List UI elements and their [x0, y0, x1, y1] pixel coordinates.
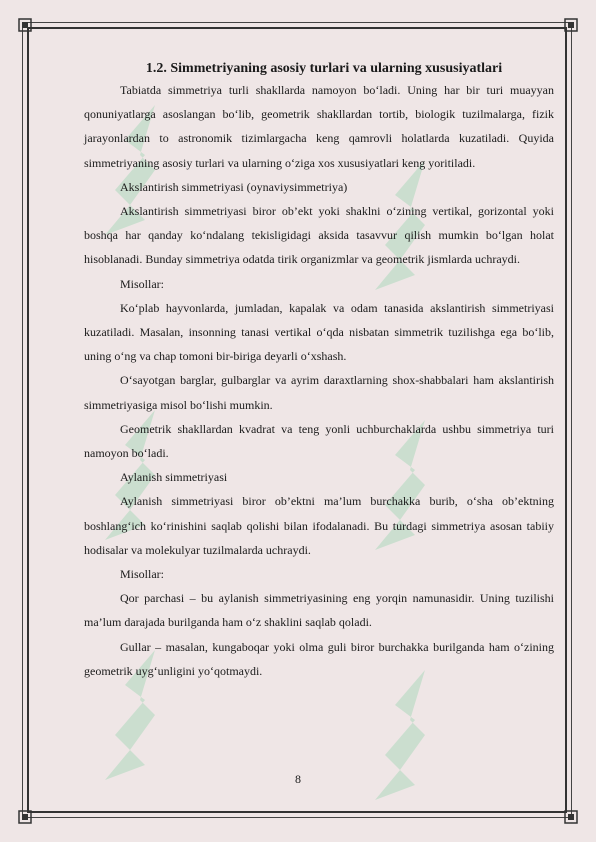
subsection-heading: Akslantirish simmetriyasi (oynaviysimmetriya) — [120, 179, 348, 194]
subsection-heading: Aylanish simmetriyasi — [120, 470, 228, 485]
page-number: 8 — [295, 772, 301, 786]
document-body — [84, 60, 554, 683]
paragraph: Akslantirish simmetriyasi biror ob’ekt yoki shaklni o‘zining vertikal, gorizontal yoki boshqa har qanday ko‘ndalang tekisligidagi aksida tasavvur qilish mumkin bo‘lgan holat hisoblanadi. Bunday simmetriya odatda tirik organizmlar va geometrik jismlarda uchraydi. — [84, 204, 554, 267]
corner-ornament-icon — [564, 18, 578, 32]
paragraph: Geometrik shakllardan kvadrat va teng yonli uchburchaklarda ushbu simmetriya turi namoyon bo‘ladi. — [84, 421, 554, 461]
paragraph: Aylanish simmetriyasi biror ob’ektni ma’lum burchakka burib, o‘sha ob’ektning boshlang‘ich ko‘rinishini saqlab qolishi bilan ifodalanadi. Bu turdagi simmetriya asosan tabiiy hodisalar va molekulyar tuzilmalarda uchraydi. — [84, 494, 554, 557]
paragraph: O‘sayotgan barglar, gulbarglar va ayrim daraxtlarning shox-shabbalari ham akslantirish simmetriyasiga misol bo‘lishi mumkin. — [84, 373, 554, 412]
paragraph: Qor parchasi – bu aylanish simmetriyasining eng yorqin namunasidir. Uning tuzilishi ma’lum darajada burilganda ham o‘z shaklini saqlab qoladi. — [84, 591, 554, 630]
paragraph: Ko‘plab hayvonlarda, jumladan, kapalak va odam tanasida akslantirish simmetriyasi kuzatiladi. Masalan, insonning tanasi vertikal o‘qda nisbatan simmetrik tuzilishga ega bo‘lib, uning o‘ng va chap tomoni bir-biriga deyarli o‘xshash. — [84, 300, 554, 364]
section-title: 1.2. Simmetriyaning asosiy turlari va ularning xususiyatlari — [145, 61, 503, 76]
corner-ornament-icon — [18, 18, 32, 32]
examples-label: Misollar: — [120, 276, 164, 291]
examples-label: Misollar: — [120, 567, 164, 582]
corner-ornament-icon — [18, 810, 32, 824]
corner-ornament-icon — [564, 810, 578, 824]
paragraph: Tabiatda simmetriya turli shakllarda namoyon bo‘ladi. Uning har bir turi muayyan qonuniyatlarga asoslangan bo‘lib, geometrik shakllardan tortib, biologik tuzilmalarga, fizik jarayonlardan to astronomik tizimlargacha keng qamrovli holatlarda kuzatiladi. Quyida simmetriyaning asosiy turlari va ularning o‘ziga xos xususiyatlari keng yoritiladi. — [84, 83, 554, 170]
paragraph: Gullar – masalan, kungaboqar yoki olma guli biror burchakka burilganda ham o‘zining geometrik uyg‘unligini yo‘qotmaydi. — [84, 639, 554, 678]
